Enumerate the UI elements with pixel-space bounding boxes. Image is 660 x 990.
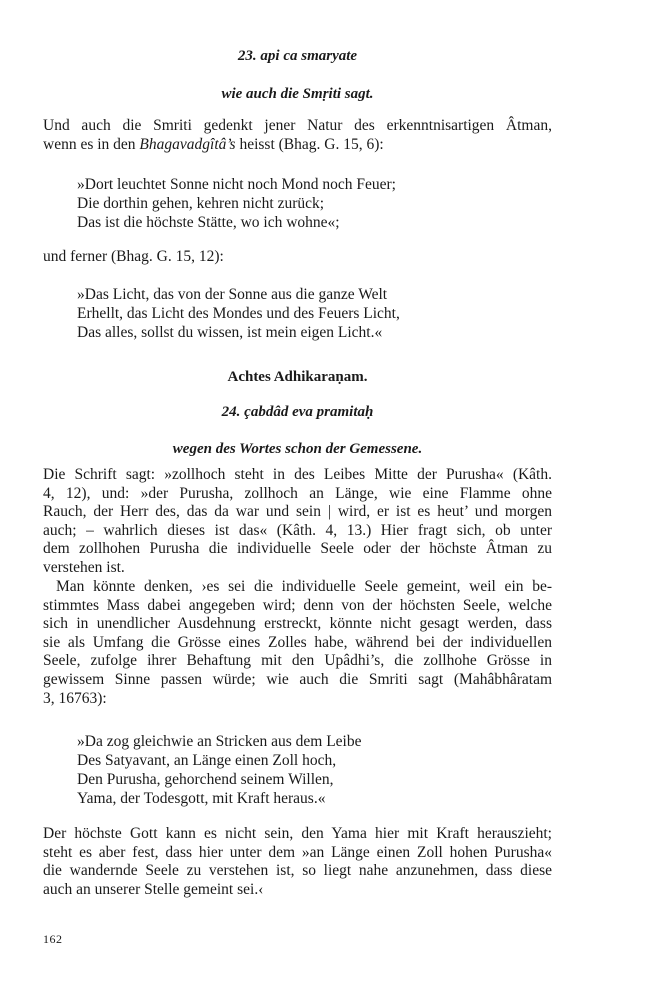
- text-line: 4, 12), und: »der Purusha, zollhoch an Länge, wie eine Flamme ohne: [43, 484, 552, 502]
- text-line: sich in unendlicher Ausdehnung erstreckt, könnte nicht gesagt werden, dass: [43, 615, 552, 633]
- text-line: Die Schrift sagt: »zollhoch steht in des Leibes Mitte der Purusha« (Kâth.: [43, 466, 552, 483]
- paragraph-5: [43, 825, 552, 899]
- text-line: Der höchste Gott kann es nicht sein, den Yama hier mit Kraft herauszieht;: [43, 825, 552, 842]
- verse-line: Das ist die höchste Stätte, wo ich wohne«;: [77, 214, 340, 231]
- verse-line: Des Satyavant, an Länge einen Zoll hoch,: [77, 752, 337, 769]
- book-title: Bhagavadgîtâ’s: [139, 135, 236, 153]
- verse-line: Die dorthin gehen, kehren nicht zurück;: [77, 195, 325, 212]
- verse-2: [77, 285, 537, 342]
- text-line: Seele, zufolge ihrer Behaftung mit den Upâdhi’s, die zollhohe Grösse in: [43, 652, 552, 670]
- text-line: Rauch, der Herr des, das da war und sein | wird, er ist es heut’ und morgen: [43, 503, 552, 521]
- text-line: Man könnte denken, ›es sei die individuelle Seele gemeint, weil ein be-: [56, 578, 552, 595]
- text-line: Und auch die Smriti gedenkt jener Natur des erkenntnisartigen Âtman,: [43, 117, 552, 134]
- verse-line: »Das Licht, das von der Sonne aus die ganze Welt: [77, 286, 388, 303]
- text-line: verstehen ist.: [43, 558, 125, 576]
- text-line: auch; – wahrlich dieses ist das« (Kâth. 4, 13.) Hier fragt sich, ob unter: [43, 521, 552, 539]
- sutra-24-title: 24. çabdâd eva pramitaḥ: [221, 404, 374, 420]
- verse-line: »Dort leuchtet Sonne nicht noch Mond noch Feuer;: [77, 176, 396, 193]
- text-line: stimmtes Mass dabei angegeben wird; denn von der höchsten Seele, welche: [43, 596, 552, 614]
- verse-line: Das alles, sollst du wissen, ist mein eigen Licht.«: [77, 324, 383, 341]
- text-line: die wandernde Seele zu verstehen ist, so liegt nahe anzunehmen, dass diese: [43, 862, 552, 880]
- verse-1: [77, 175, 537, 232]
- paragraph-4: [43, 578, 552, 708]
- verse-line: Erhellt, das Licht des Mondes und des Feuers Licht,: [77, 305, 400, 322]
- text-line: gewissem Sinne passen würde; wie auch die Smriti sagt (Mahâbhâratam: [43, 670, 552, 688]
- text-line: wenn es in den Bhagavadgîtâ’s heisst (Bhag. G. 15, 6):: [43, 135, 384, 153]
- text-line: steht es aber fest, dass hier unter dem »an Länge einen Zoll hohen Purusha«: [43, 843, 552, 861]
- sutra-24-translation: wegen des Wortes schon der Gemessene.: [172, 441, 423, 457]
- text-line: 3, 16763):: [43, 689, 107, 707]
- page-number: 162: [43, 932, 63, 946]
- paragraph-2: [43, 248, 552, 267]
- text-line: und ferner (Bhag. G. 15, 12):: [43, 248, 224, 265]
- verse-line: Yama, der Todesgott, mit Kraft heraus.«: [77, 790, 326, 807]
- text-line: sie als Umfang die Grösse eines Zolles habe, während bei der individuellen: [43, 633, 552, 651]
- text-line: auch an unserer Stelle gemeint sei.‹: [43, 880, 264, 898]
- sutra-23-translation: wie auch die Smṛiti sagt.: [221, 86, 374, 102]
- verse-line: »Da zog gleichwie an Stricken aus dem Leibe: [77, 733, 362, 750]
- verse-line: Den Purusha, gehorchend seinem Willen,: [77, 771, 334, 788]
- verse-3: [77, 732, 537, 808]
- adhikaranam-title: Achtes Adhikaraṇam.: [227, 369, 368, 385]
- paragraph-3: [43, 466, 552, 578]
- paragraph-1: [43, 117, 552, 154]
- sutra-23-title: 23. api ca smaryate: [237, 48, 358, 64]
- text-line: dem zollhohen Purusha die individuelle Seele oder der höchste Âtman zu: [43, 540, 552, 558]
